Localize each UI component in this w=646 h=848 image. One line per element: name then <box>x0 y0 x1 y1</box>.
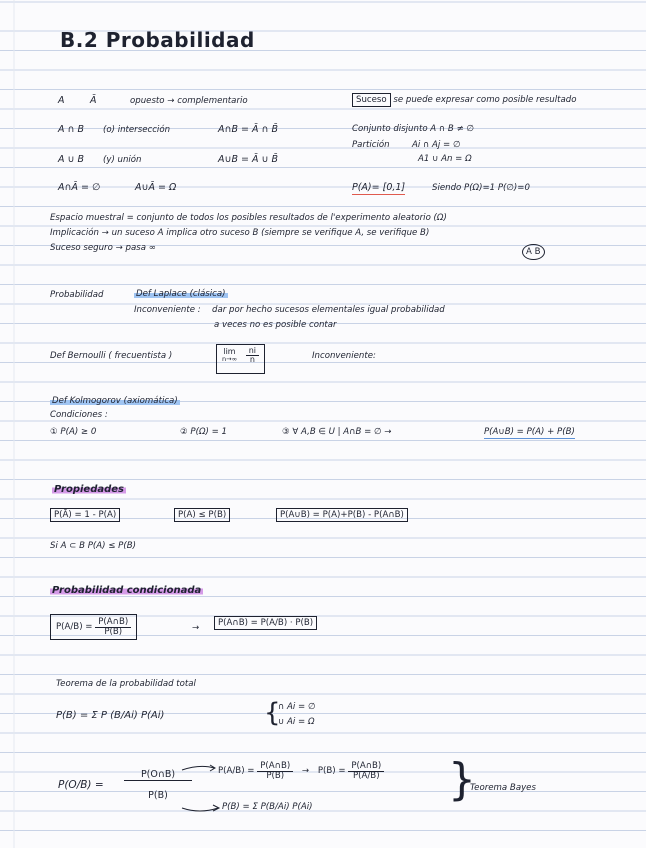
bayes-top-numerator-2: P(A∩B) <box>348 762 384 772</box>
properties-heading-text: Propiedades <box>54 484 124 495</box>
axiom-3-result-text: P(A∪B) = P(A) + P(B) <box>484 427 575 437</box>
bayes-theorem-label: Teorema Bayes <box>470 783 536 793</box>
implication-def: Implicación → un suceso A implica otro suceso B (siempre se verifique A, se verifique B) <box>50 228 430 238</box>
bayes-chain-arrow: → <box>301 765 310 776</box>
kolmogorov-def-text: Def Kolmogorov (axiomática) <box>52 396 178 406</box>
suceso-rest: se puede expresar como posible resultado <box>393 95 577 105</box>
limit-word: lim <box>223 347 236 357</box>
bayes-bottom-arrowhead <box>213 805 219 811</box>
limit-numerator: ni <box>246 347 259 356</box>
bayes-top-pb: P(B) = <box>317 765 346 776</box>
set-a: A <box>58 95 65 106</box>
sure-event-def: Suceso seguro → pasa ∞ <box>50 243 156 253</box>
opuesto-note: opuesto → complementario <box>130 96 248 106</box>
total-cond-1: ∩ Ai = ∅ <box>278 702 316 712</box>
property-monotone-box: P(A) ≤ P(B) <box>174 508 230 522</box>
probability-axioms: Siendo P(Ω)=1 P(∅)=0 <box>432 183 530 193</box>
axiom-2: ② P(Ω) = 1 <box>180 427 228 437</box>
conditional-arrow: → <box>192 623 200 633</box>
limit-sub: n→∞ <box>222 355 237 364</box>
bayes-lhs: P(O/B) = <box>58 779 104 791</box>
bayes-denominator: P(B) <box>148 789 168 801</box>
page-title: B.2 Probabilidad <box>60 28 255 52</box>
union-symbol: A ∪ B <box>58 154 85 165</box>
laplace-inconv-2: a veces no es posible contar <box>214 320 337 330</box>
bayes-top-lhs: P(A/B) = <box>218 765 255 776</box>
conditional-heading-text: Probabilidad condicionada <box>52 585 202 596</box>
total-cond-2: ∪ Ai = Ω <box>278 717 315 727</box>
bayes-bottom-arrow <box>182 808 218 811</box>
conditional-numerator: P(A∩B) <box>95 618 131 628</box>
bayes-top-denominator-2: P(A/B) <box>353 770 380 781</box>
a-union-complement: A∪Ā = Ω <box>135 182 177 193</box>
bayes-numerator: P(O∩B) <box>124 770 192 781</box>
a-inter-complement: A∩Ā = ∅ <box>58 182 101 193</box>
set-a-complement: Ā <box>90 95 97 106</box>
bayes-bottom-formula: P(B) = Σ P(B/Ai) P(Ai) <box>222 802 313 812</box>
circled-ab-text: A B <box>522 244 545 260</box>
total-prob-heading: Teorema de la probabilidad total <box>56 679 196 689</box>
probability-range-value: P(A)= [0,1] <box>352 182 406 193</box>
partition-eq-1: Ai ∩ Aj = ∅ <box>412 140 461 150</box>
property-union-box: P(A∪B) = P(A)+P(B) - P(A∩B) <box>276 508 408 522</box>
total-prob-formula: P(B) = Σ P (B/Ai) P(Ai) <box>56 710 165 721</box>
bernoulli-def: Def Bernoulli ( frecuentista ) <box>50 351 173 361</box>
morgan-intersection: A∩B = Ā ∩ B̄ <box>218 124 278 135</box>
morgan-union: A∪B = Ā ∪ B̄ <box>218 154 278 165</box>
limit-denominator: n <box>249 355 255 364</box>
intersection-label: (o) intersección <box>103 125 171 135</box>
union-label: (y) unión <box>103 155 142 165</box>
total-prob-brace: { <box>264 698 281 728</box>
property-complement-box: P(Ā) = 1 - P(A) <box>50 508 120 522</box>
conditions-label: Condiciones : <box>50 410 108 420</box>
partition-label: Partición <box>352 140 390 150</box>
suceso-boxed: Suceso <box>352 93 391 107</box>
probability-label: Probabilidad <box>50 290 104 300</box>
bayes-brace: } <box>448 754 476 805</box>
axiom-3: ③ ∀ A,B ∈ U | A∩B = ∅ → <box>282 427 392 437</box>
bayes-top-chain <box>218 762 384 780</box>
conditional-lhs: P(A/B) = <box>56 621 93 632</box>
laplace-inconv-label: Inconveniente : <box>134 305 201 315</box>
subset-property: Si A ⊂ B P(A) ≤ P(B) <box>50 541 136 551</box>
bayes-top-arrow <box>182 766 214 770</box>
conditional-product-box: P(A∩B) = P(A/B) · P(B) <box>214 616 317 630</box>
axiom-1: ① P(A) ≥ 0 <box>50 427 97 437</box>
laplace-inconv-1: dar por hecho sucesos elementales igual probabilidad <box>212 305 445 315</box>
sample-space-def: Espacio muestral = conjunto de todos los posibles resultados de l'experimento aleatorio (Ω) <box>50 213 447 223</box>
bernoulli-inconv: Inconveniente: <box>312 351 376 361</box>
partition-eq-2: A1 ∪ An = Ω <box>418 154 472 164</box>
bayes-top-numerator: P(A∩B) <box>257 762 293 772</box>
bayes-top-denominator: P(B) <box>266 770 285 781</box>
intersection-symbol: A ∩ B <box>58 124 85 135</box>
conditional-denominator: P(B) <box>104 626 123 637</box>
laplace-def-text: Def Laplace (clásica) <box>136 289 226 299</box>
disjoint-set: Conjunto disjunto A ∩ B ≠ ∅ <box>352 124 474 134</box>
